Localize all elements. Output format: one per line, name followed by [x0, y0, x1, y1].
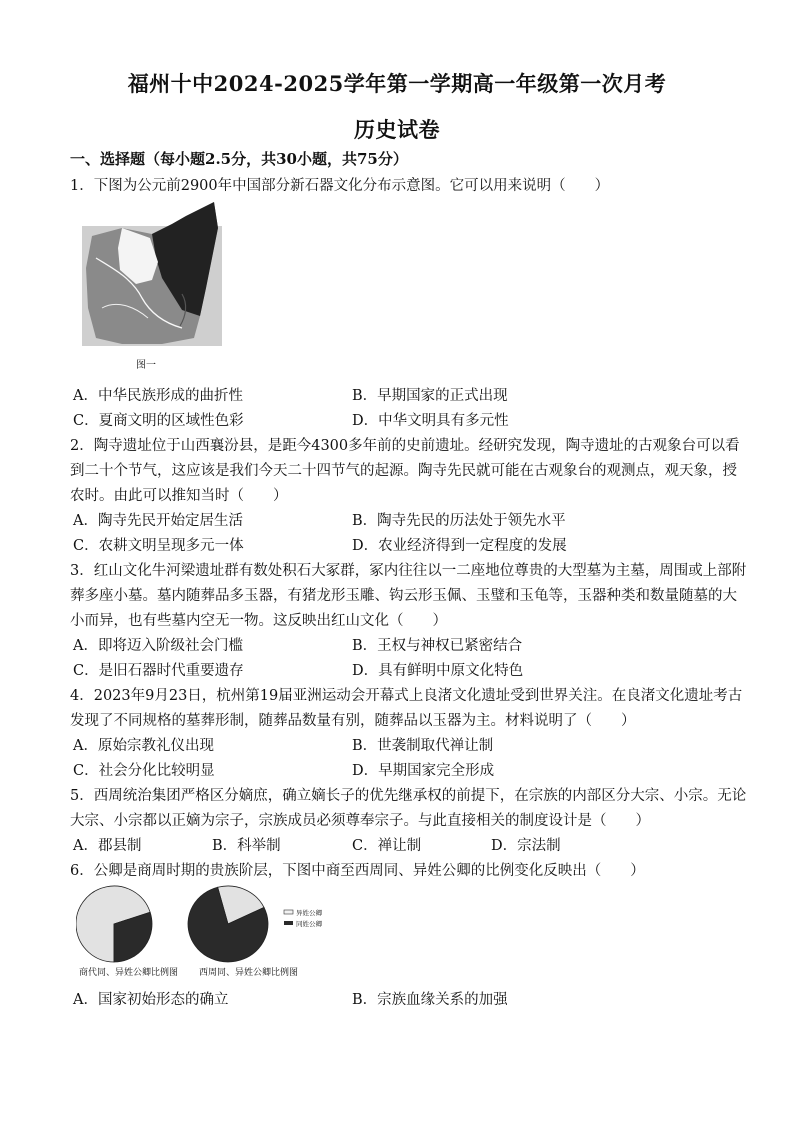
q2-stem-line2: 到二十个节气，这应该是我们今天二十四节气的起源。陶寺先民就可能在古观象台的观测点，观天象，授	[70, 463, 737, 479]
legend-label-tong: 同姓公卿	[296, 920, 322, 928]
figure-caption: 图一	[136, 360, 156, 371]
chart2-caption: 西周同、异姓公卿比例图	[199, 968, 299, 978]
chart1-caption: 商代同、异姓公卿比例图	[79, 968, 179, 978]
q1-option-b[interactable]: B．早期国家的正式出现	[352, 388, 508, 404]
q5-option-a[interactable]: A．郡县制	[73, 838, 142, 854]
q3-option-c[interactable]: C．是旧石器时代重要遗存	[73, 663, 244, 679]
q6-option-a[interactable]: A．国家初始形态的确立	[73, 992, 229, 1008]
q4-stem-line1: 4．2023年9月23日，杭州第19届亚洲运动会开幕式上良渚文化遗址受到世界关注。在良渚文化遗址考古	[70, 688, 743, 704]
shang-pie-chart	[76, 886, 152, 962]
q3-option-d[interactable]: D．具有鲜明中原文化特色	[352, 663, 524, 679]
q4-option-a[interactable]: A．原始宗教礼仪出现	[73, 738, 214, 754]
q3-option-a[interactable]: A．即将迈入阶级社会门槛	[73, 638, 243, 654]
zhou-pie-chart	[188, 886, 268, 962]
q5-option-d[interactable]: D．宗法制	[491, 838, 561, 854]
exam-title: 福州十中2024-2025学年第一学期高一年级第一次月考	[127, 71, 667, 96]
q4-option-b[interactable]: B．世袭制取代禅让制	[352, 738, 494, 754]
q4-option-d[interactable]: D．早期国家完全形成	[352, 763, 495, 779]
legend-swatch-yi	[284, 910, 293, 914]
legend-swatch-tong	[284, 921, 293, 925]
q2-option-d[interactable]: D．农业经济得到一定程度的发展	[352, 538, 567, 554]
q5-stem-line1: 5．西周统治集团严格区分嫡庶，确立嫡长子的优先继承权的前提下，在宗族的内部区分大宗、小宗。无论	[70, 788, 747, 804]
q2-option-b[interactable]: B．陶寺先民的历法处于领先水平	[352, 513, 566, 529]
legend-label-yi: 异姓公卿	[296, 909, 322, 917]
q2-option-a[interactable]: A．陶寺先民开始定居生活	[73, 513, 243, 529]
neolithic-map-figure	[82, 198, 222, 370]
q4-stem-line2: 发现了不同规格的墓葬形制，随葬品数量有别，随葬品以玉器为主。材料说明了（ ）	[70, 713, 636, 729]
q2-stem-line1: 2．陶寺遗址位于山西襄汾县，是距今4300多年前的史前遗址。经研究发现，陶寺遗址的古观象台可以看	[70, 438, 740, 454]
q6-stem: 6．公卿是商周时期的贵族阶层，下图中商至西周同、异姓公卿的比例变化反映出（ ）	[70, 863, 645, 879]
q3-stem-line3: 小而异，也有些墓内空无一物。这反映出红山文化（ ）	[70, 613, 447, 629]
q3-stem-line2: 葬多座小墓。墓内随葬品多玉器，有猪龙形玉雕、钩云形玉佩、玉璧和玉龟等，玉器种类和数量随墓的大	[70, 588, 737, 604]
section-heading: 一、选择题（每小题2.5分，共30小题，共75分）	[70, 150, 408, 168]
q3-option-b[interactable]: B．王权与神权已紧密结合	[352, 638, 523, 654]
q3-stem-line1: 3．红山文化牛河梁遗址群有数处积石大冢群，冢内往往以一二座地位尊贵的大型墓为主墓，周围或上部附	[70, 563, 747, 579]
q1-option-d[interactable]: D．中华文明具有多元性	[352, 413, 509, 429]
q2-option-c[interactable]: C．农耕文明呈现多元一体	[73, 538, 244, 554]
q5-option-c[interactable]: C．禅让制	[352, 838, 422, 854]
q6-option-b[interactable]: B．宗族血缘关系的加强	[352, 992, 508, 1008]
q1-stem: 1．下图为公元前2900年中国部分新石器文化分布示意图。它可以用来说明（ ）	[70, 178, 610, 194]
q4-option-c[interactable]: C．社会分化比较明显	[73, 763, 215, 779]
q1-option-c[interactable]: C．夏商文明的区域性色彩	[73, 413, 244, 429]
q5-stem-line2: 大宗、小宗都以正嫡为宗子，宗族成员必须尊奉宗子。与此直接相关的制度设计是（ ）	[70, 813, 650, 829]
q5-option-b[interactable]: B．科举制	[212, 838, 281, 854]
exam-subtitle: 历史试卷	[354, 117, 440, 142]
q1-option-a[interactable]: A．中华民族形成的曲折性	[73, 388, 243, 404]
q6-pie-charts	[76, 884, 316, 966]
q2-stem-line3: 农时。由此可以推知当时（ ）	[70, 488, 288, 504]
